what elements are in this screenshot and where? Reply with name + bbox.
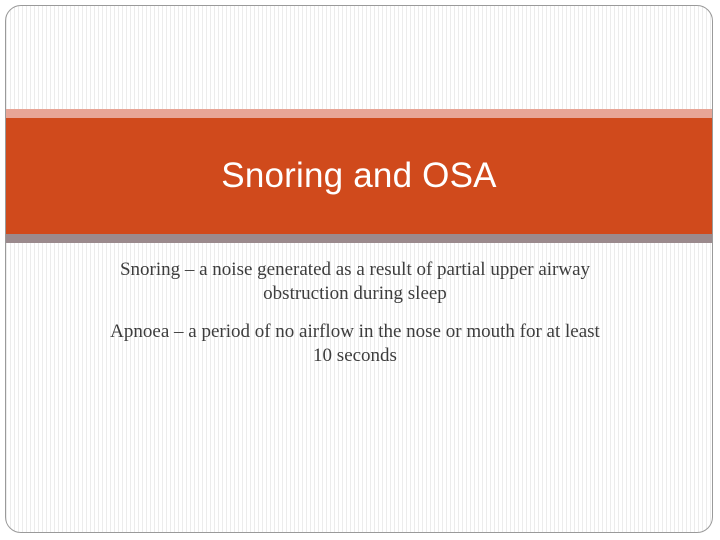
slide	[5, 5, 713, 533]
definition-snoring: Snoring – a noise generated as a result of partial upper airway obstruction during sleep	[119, 259, 591, 304]
definition-apnoea: Apnoea – a period of no airflow in the nose or mouth for at least 10 seconds	[110, 321, 600, 366]
slide-body	[106, 258, 604, 382]
title-bar	[6, 118, 712, 234]
title-accent-band-top	[6, 109, 712, 118]
title-accent-band-bottom	[6, 234, 712, 243]
slide-title: Snoring and OSA	[221, 156, 497, 195]
